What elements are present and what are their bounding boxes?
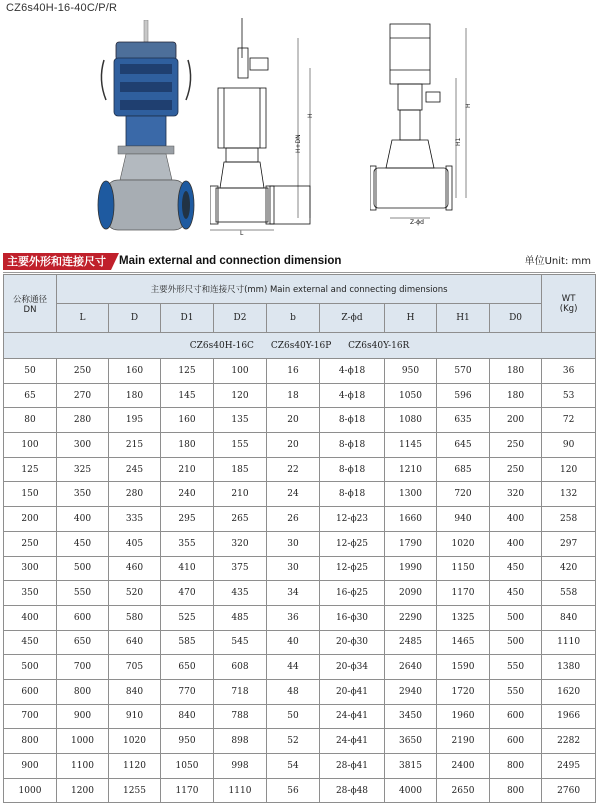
table-cell: 635 [437, 408, 490, 433]
table-cell: 2090 [385, 581, 437, 606]
table-row [4, 408, 596, 433]
drawing-label-h2: H [465, 103, 472, 108]
table-cell: 840 [542, 605, 596, 630]
table-cell: 22 [267, 457, 320, 482]
table-cell: 520 [109, 581, 161, 606]
table-cell: 1790 [385, 531, 437, 556]
dimension-table [3, 274, 596, 803]
table-cell: 788 [214, 704, 267, 729]
table-cell: 840 [109, 679, 161, 704]
table-cell: 90 [542, 433, 596, 458]
col-header-b: b [267, 304, 320, 333]
table-cell: 650 [161, 655, 214, 680]
table-row [4, 679, 596, 704]
table-cell: 685 [437, 457, 490, 482]
table-cell: 50 [4, 359, 57, 384]
table-cell: 185 [214, 457, 267, 482]
table-cell: 120 [214, 383, 267, 408]
table-cell: 16-ϕ30 [320, 605, 385, 630]
table-cell: 1255 [109, 778, 161, 803]
series-label: CZ6s40Y-16P [270, 340, 332, 351]
table-row [4, 556, 596, 581]
table-cell: 410 [161, 556, 214, 581]
table-cell: 180 [161, 433, 214, 458]
table-cell: 30 [267, 531, 320, 556]
table-cell: 600 [490, 729, 542, 754]
table-cell: 450 [57, 531, 109, 556]
table-cell: 350 [57, 482, 109, 507]
table-cell: 450 [490, 581, 542, 606]
table-cell: 1590 [437, 655, 490, 680]
valve-photo [96, 20, 196, 242]
table-cell: 400 [57, 507, 109, 532]
table-cell: 400 [4, 605, 57, 630]
table-cell: 600 [57, 605, 109, 630]
table-cell: 12-ϕ25 [320, 531, 385, 556]
dn-header: 公称通径 DN [4, 275, 57, 333]
table-cell: 20-ϕ41 [320, 679, 385, 704]
table-cell: 3815 [385, 754, 437, 779]
table-cell: 34 [267, 581, 320, 606]
table-cell: 240 [161, 482, 214, 507]
table-cell: 900 [4, 754, 57, 779]
table-cell: 1050 [161, 754, 214, 779]
table-cell: 335 [109, 507, 161, 532]
table-cell: 28-ϕ41 [320, 754, 385, 779]
table-cell: 26 [267, 507, 320, 532]
table-cell: 700 [4, 704, 57, 729]
table-cell: 2282 [542, 729, 596, 754]
table-cell: 840 [161, 704, 214, 729]
table-cell: 545 [214, 630, 267, 655]
table-cell: 1000 [57, 729, 109, 754]
table-cell: 910 [109, 704, 161, 729]
col-header-d0: D0 [490, 304, 542, 333]
table-cell: 12-ϕ23 [320, 507, 385, 532]
drawing-label-h-dn: H+DN [295, 134, 302, 153]
table-cell: 20 [267, 433, 320, 458]
drawing-label-h: H [307, 113, 314, 118]
table-row [4, 482, 596, 507]
table-cell: 1000 [4, 778, 57, 803]
col-header-d1: D1 [161, 304, 214, 333]
table-cell: 2940 [385, 679, 437, 704]
table-cell: 500 [490, 605, 542, 630]
table-cell: 1300 [385, 482, 437, 507]
table-cell: 200 [4, 507, 57, 532]
table-cell: 2485 [385, 630, 437, 655]
table-cell: 800 [4, 729, 57, 754]
table-cell: 320 [214, 531, 267, 556]
table-cell: 1465 [437, 630, 490, 655]
table-cell: 500 [4, 655, 57, 680]
table-cell: 460 [109, 556, 161, 581]
wt-header: WT (Kg) [542, 275, 596, 333]
table-row [4, 605, 596, 630]
table-cell: 295 [161, 507, 214, 532]
table-cell: 525 [161, 605, 214, 630]
table-cell: 608 [214, 655, 267, 680]
table-cell: 20-ϕ30 [320, 630, 385, 655]
table-cell: 132 [542, 482, 596, 507]
table-cell: 2495 [542, 754, 596, 779]
table-cell: 44 [267, 655, 320, 680]
model-code: CZ6s40H-16-40C/P/R [6, 2, 118, 14]
table-cell: 940 [437, 507, 490, 532]
section-title-arrow [111, 253, 119, 270]
table-cell: 20-ϕ34 [320, 655, 385, 680]
table-cell: 1145 [385, 433, 437, 458]
table-cell: 36 [542, 359, 596, 384]
table-row [4, 655, 596, 680]
table-cell: 650 [57, 630, 109, 655]
table-cell: 8-ϕ18 [320, 408, 385, 433]
table-cell: 1020 [109, 729, 161, 754]
table-cell: 1150 [437, 556, 490, 581]
table-cell: 1020 [437, 531, 490, 556]
table-cell: 195 [109, 408, 161, 433]
table-cell: 320 [490, 482, 542, 507]
table-cell: 950 [161, 729, 214, 754]
table-cell: 3450 [385, 704, 437, 729]
dimension-drawing-side [370, 18, 480, 238]
table-cell: 200 [490, 408, 542, 433]
table-cell: 36 [267, 605, 320, 630]
table-cell: 250 [490, 457, 542, 482]
table-cell: 2640 [385, 655, 437, 680]
table-cell: 1325 [437, 605, 490, 630]
table-cell: 1720 [437, 679, 490, 704]
table-cell: 570 [437, 359, 490, 384]
table-cell: 180 [490, 383, 542, 408]
table-cell: 720 [437, 482, 490, 507]
table-cell: 950 [385, 359, 437, 384]
table-cell: 258 [542, 507, 596, 532]
table-row [4, 581, 596, 606]
table-cell: 1960 [437, 704, 490, 729]
table-cell: 900 [57, 704, 109, 729]
table-cell: 585 [161, 630, 214, 655]
table-cell: 210 [161, 457, 214, 482]
table-cell: 1170 [437, 581, 490, 606]
table-cell: 1200 [57, 778, 109, 803]
table-cell: 1080 [385, 408, 437, 433]
table-cell: 500 [57, 556, 109, 581]
table-cell: 297 [542, 531, 596, 556]
table-row [4, 507, 596, 532]
table-cell: 250 [4, 531, 57, 556]
table-cell: 998 [214, 754, 267, 779]
table-cell: 210 [214, 482, 267, 507]
table-cell: 300 [57, 433, 109, 458]
table-cell: 300 [4, 556, 57, 581]
table-cell: 375 [214, 556, 267, 581]
table-cell: 400 [490, 531, 542, 556]
table-cell: 355 [161, 531, 214, 556]
table-cell: 8-ϕ18 [320, 482, 385, 507]
table-cell: 2400 [437, 754, 490, 779]
table-cell: 180 [490, 359, 542, 384]
table-cell: 1210 [385, 457, 437, 482]
col-header-d2: D2 [214, 304, 267, 333]
table-cell: 4-ϕ18 [320, 359, 385, 384]
table-cell: 48 [267, 679, 320, 704]
table-cell: 500 [490, 630, 542, 655]
table-cell: 580 [109, 605, 161, 630]
table-cell: 50 [267, 704, 320, 729]
table-cell: 56 [267, 778, 320, 803]
col-header-zd: Z-ϕd [320, 304, 385, 333]
table-cell: 12-ϕ25 [320, 556, 385, 581]
table-cell: 600 [4, 679, 57, 704]
table-row [4, 754, 596, 779]
table-cell: 53 [542, 383, 596, 408]
col-header-h: H [385, 304, 437, 333]
table-cell: 270 [57, 383, 109, 408]
table-cell: 645 [437, 433, 490, 458]
table-cell: 420 [542, 556, 596, 581]
table-cell: 28-ϕ48 [320, 778, 385, 803]
table-cell: 54 [267, 754, 320, 779]
table-cell: 16 [267, 359, 320, 384]
table-cell: 485 [214, 605, 267, 630]
table-cell: 350 [4, 581, 57, 606]
series-label: CZ6s40Y-16R [348, 340, 410, 351]
table-cell: 8-ϕ18 [320, 457, 385, 482]
table-cell: 705 [109, 655, 161, 680]
table-cell: 24 [267, 482, 320, 507]
table-cell: 550 [490, 655, 542, 680]
table-cell: 800 [490, 778, 542, 803]
table-cell: 3650 [385, 729, 437, 754]
table-cell: 450 [490, 556, 542, 581]
table-cell: 450 [4, 630, 57, 655]
group-header: 主要外形尺寸和连接尺寸(mm) Main external and connecting dimensions [57, 275, 542, 304]
table-cell: 800 [490, 754, 542, 779]
table-row [4, 630, 596, 655]
table-cell: 1050 [385, 383, 437, 408]
table-cell: 405 [109, 531, 161, 556]
col-header-l: L [57, 304, 109, 333]
table-cell: 1100 [57, 754, 109, 779]
table-cell: 18 [267, 383, 320, 408]
table-cell: 135 [214, 408, 267, 433]
table-cell: 400 [490, 507, 542, 532]
table-row [4, 359, 596, 384]
table-cell: 80 [4, 408, 57, 433]
table-cell: 1990 [385, 556, 437, 581]
series-label: CZ6s40H-16C [189, 340, 254, 351]
table-cell: 2760 [542, 778, 596, 803]
table-cell: 898 [214, 729, 267, 754]
table-cell: 150 [4, 482, 57, 507]
table-cell: 2650 [437, 778, 490, 803]
table-cell: 1380 [542, 655, 596, 680]
table-cell: 125 [161, 359, 214, 384]
table-row [4, 457, 596, 482]
table-row [4, 704, 596, 729]
drawing-label-h1: H1 [455, 137, 462, 146]
table-cell: 2190 [437, 729, 490, 754]
table-cell: 24-ϕ41 [320, 729, 385, 754]
table-cell: 600 [490, 704, 542, 729]
table-cell: 280 [109, 482, 161, 507]
table-cell: 120 [542, 457, 596, 482]
table-cell: 770 [161, 679, 214, 704]
table-cell: 1170 [161, 778, 214, 803]
table-cell: 250 [57, 359, 109, 384]
table-cell: 65 [4, 383, 57, 408]
dimension-drawing-front [210, 18, 328, 236]
col-header-d: D [109, 304, 161, 333]
table-cell: 24-ϕ41 [320, 704, 385, 729]
drawing-label-zd: Z-ϕd [410, 219, 424, 226]
section-header [3, 253, 595, 270]
unit-label: 单位Unit: mm [524, 256, 591, 267]
table-cell: 30 [267, 556, 320, 581]
table-cell: 145 [161, 383, 214, 408]
table-cell: 280 [57, 408, 109, 433]
table-cell: 4-ϕ18 [320, 383, 385, 408]
table-cell: 1966 [542, 704, 596, 729]
table-cell: 8-ϕ18 [320, 433, 385, 458]
series-row [4, 333, 596, 359]
table-cell: 550 [490, 679, 542, 704]
table-cell: 72 [542, 408, 596, 433]
table-cell: 52 [267, 729, 320, 754]
table-cell: 1660 [385, 507, 437, 532]
table-cell: 160 [161, 408, 214, 433]
table-cell: 180 [109, 383, 161, 408]
table-cell: 1120 [109, 754, 161, 779]
col-header-h1: H1 [437, 304, 490, 333]
table-cell: 1110 [542, 630, 596, 655]
table-cell: 558 [542, 581, 596, 606]
table-cell: 265 [214, 507, 267, 532]
table-cell: 596 [437, 383, 490, 408]
table-cell: 16-ϕ25 [320, 581, 385, 606]
table-cell: 550 [57, 581, 109, 606]
drawing-label-l: L [240, 230, 244, 236]
section-title-cn: 主要外形和连接尺寸 [3, 253, 111, 270]
table-cell: 100 [214, 359, 267, 384]
table-cell: 20 [267, 408, 320, 433]
table-cell: 325 [57, 457, 109, 482]
table-cell: 800 [57, 679, 109, 704]
table-cell: 155 [214, 433, 267, 458]
table-cell: 640 [109, 630, 161, 655]
table-row [4, 729, 596, 754]
table-cell: 718 [214, 679, 267, 704]
table-cell: 4000 [385, 778, 437, 803]
table-cell: 435 [214, 581, 267, 606]
table-row [4, 383, 596, 408]
table-cell: 1110 [214, 778, 267, 803]
table-cell: 160 [109, 359, 161, 384]
table-cell: 40 [267, 630, 320, 655]
section-title-en: Main external and connection dimension [119, 255, 342, 267]
table-row [4, 433, 596, 458]
divider [3, 272, 595, 273]
table-cell: 250 [490, 433, 542, 458]
table-cell: 1620 [542, 679, 596, 704]
table-cell: 245 [109, 457, 161, 482]
table-cell: 215 [109, 433, 161, 458]
table-row [4, 778, 596, 803]
table-row [4, 531, 596, 556]
table-cell: 100 [4, 433, 57, 458]
table-cell: 470 [161, 581, 214, 606]
table-cell: 125 [4, 457, 57, 482]
table-cell: 2290 [385, 605, 437, 630]
table-cell: 700 [57, 655, 109, 680]
